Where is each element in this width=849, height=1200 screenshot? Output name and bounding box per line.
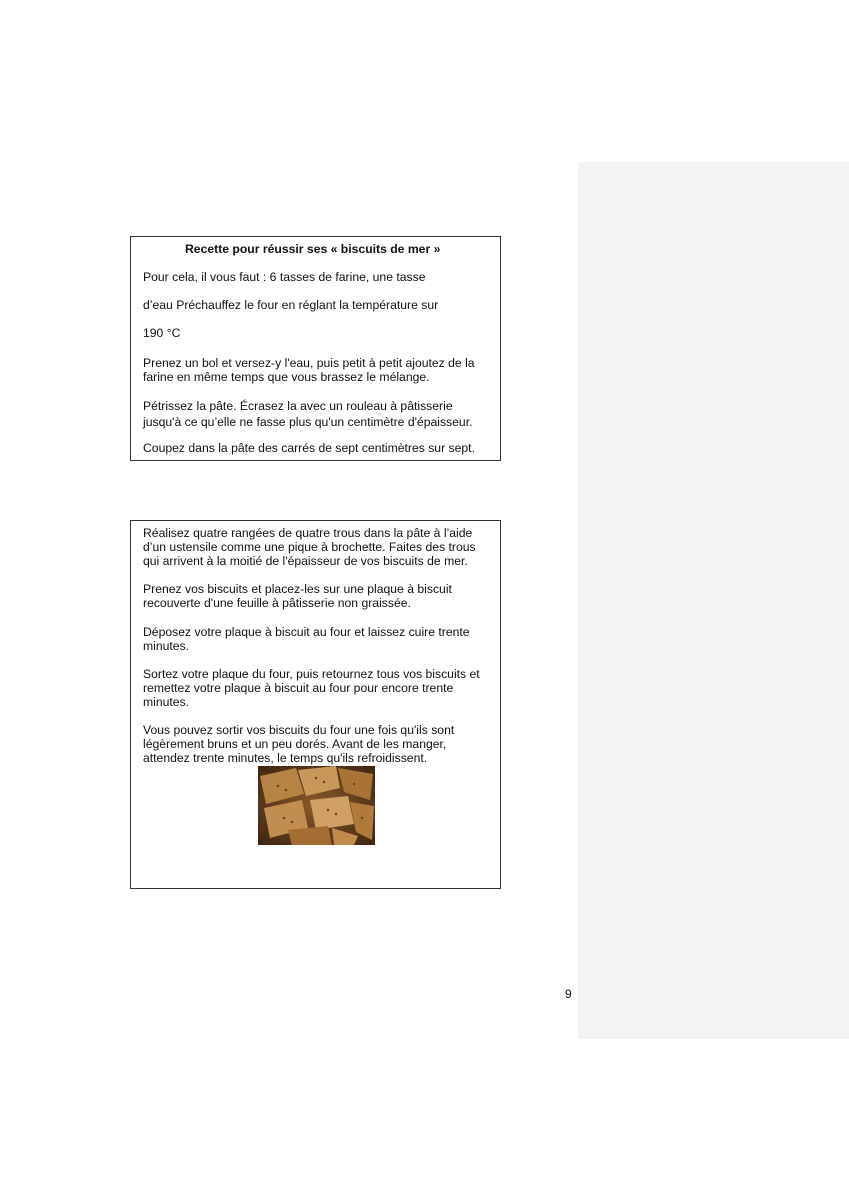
- step-bowl-line-1: Prenez un bol et versez-y l'eau, puis petit à petit ajoutez de la: [143, 356, 475, 370]
- step-cut-line: Coupez dans la pâte des carrés de sept centimètres sur sept.: [143, 441, 475, 455]
- step-knead-line-2: jusqu'à ce qu’elle ne fasse plus qu'un centimètre d'épaisseur.: [143, 415, 473, 429]
- step-bowl-line-2: farine en même temps que vous brassez le mélange.: [143, 370, 430, 384]
- step-holes-line-3: qui arrivent à la moitié de l'épaisseur de vos biscuits de mer.: [143, 554, 468, 568]
- step-finish-line-1: Vous pouvez sortir vos biscuits du four une fois qu'ils sont: [143, 723, 455, 737]
- step-holes-line-1: Réalisez quatre rangées de quatre trous dans la pâte à l’aide: [143, 526, 473, 540]
- step-place-line-1: Prenez vos biscuits et placez-les sur une plaque à biscuit: [143, 582, 452, 596]
- step-place-line-2: recouverte d'une feuille à pâtisserie non graissée.: [143, 596, 411, 610]
- step-bake-line-1: Déposez votre plaque à biscuit au four et laissez cuire trente: [143, 625, 470, 639]
- page-number: 9: [565, 987, 572, 1001]
- comment-margin-pane: [578, 162, 849, 1039]
- step-knead-line-1: Pétrissez la pâte. Écrasez la avec un rouleau à pâtisserie: [143, 399, 453, 413]
- step-flip-line-2: remettez votre plaque à biscuit au four pour encore trente: [143, 681, 454, 695]
- step-holes-line-2: d’un ustensile comme une pique à brochette. Faites des trous: [143, 540, 476, 554]
- step-finish-line-3: attendez trente minutes, le temps qu'ils refroidissent.: [143, 751, 428, 765]
- biscuits-photo: [258, 766, 375, 845]
- recipe-box-part-2: [130, 520, 501, 889]
- step-flip-line-1: Sortez votre plaque du four, puis retournez tous vos biscuits et: [143, 667, 480, 681]
- ingredients-line-1: Pour cela, il vous faut : 6 tasses de farine, une tasse: [143, 270, 426, 284]
- step-bake-line-2: minutes.: [143, 639, 190, 653]
- step-flip-line-3: minutes.: [143, 695, 190, 709]
- recipe-title: Recette pour réussir ses « biscuits de mer »: [185, 242, 441, 256]
- ingredients-line-2: d’eau Préchauffez le four en réglant la température sur: [143, 298, 439, 312]
- temperature-line: 190 °C: [143, 326, 181, 340]
- step-finish-line-2: légèrement bruns et un peu dorés. Avant de les manger,: [143, 737, 447, 751]
- recipe-box-part-1: [130, 236, 501, 461]
